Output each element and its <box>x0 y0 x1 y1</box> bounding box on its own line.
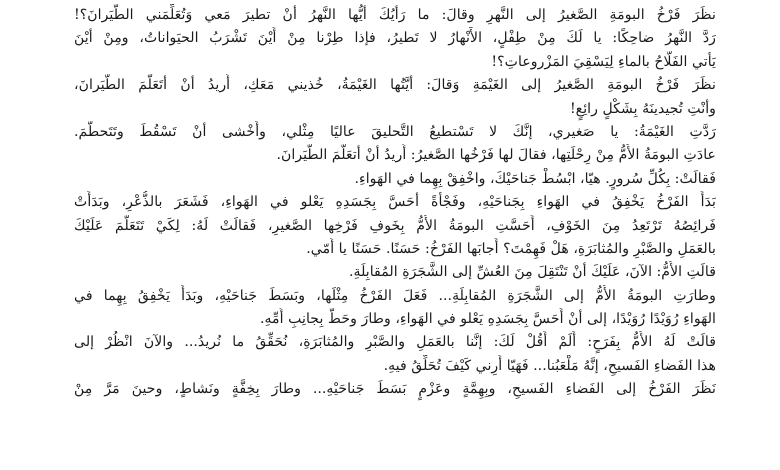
text-line-4: نظَرَ فَرْخُ البومَةِ الصَّغيرُ إلى الغَيْمَةِ وَقالَ: أيَّتُها الغَيْمَةُ، خُذيني مَعَكِ، أُريدُ أنْ أتَعَلَّمَ الطَّيَرانَ، <box>74 77 716 94</box>
text-line-9: بَدَأَ الفَرْخُ يَخْفِقُ في الهَواءِ بِجَناحَيْهِ، وفَجْأَةً أحَسَّ بِجَسَدِهِ يَعْلو في الهَواءِ، فَشَعَرَ بالذُّعْرِ، وبَدَأَتْ <box>74 194 716 211</box>
text-line-7: عادَتِ البومَةُ الأُمُّ مِنْ رِحْلَتِها، فقالَ لها فَرْخُها الصَّغيرُ: أُريدُ أنْ أتعَلَّمَ الطَّيَرانَ. <box>276 147 716 164</box>
story-text <box>74 4 716 402</box>
text-line-17: نَظَرَ الفَرْخُ إلى الفَضاءِ الفَسيحِ، وبِهِمَّةٍ وعَزْمٍ بَسَطَ جَناحَيْهِ... وطارَ بِخِفَّةٍ ونَشاطٍ، وحينَ مَرَّ مِنْ <box>74 381 716 398</box>
text-line-12: قالَتِ الأُمُّ: الآنَ، عَلَيْكَ أنْ تَنْتَقِلَ مِنَ العُشِّ إلى الشَّجَرَةِ المُقابِلَةِ. <box>348 264 716 281</box>
text-line-11: بالعَمَلِ والصَّبْرِ والمُثابَرَةِ، هَلْ فَهِمْتَ؟ أَجابَها الفَرْخُ: حَسَنًا. حَسَنًا يا أُمّي. <box>306 240 716 257</box>
text-line-14: الهَواءِ رُوَيْدًا رُوَيْدًا، إلى أنْ أَحَسَّ بِجَسَدِهِ يَعْلو في الهَواءِ، وطارَ وحَطَّ بِجانِبِ أُمِّهِ. <box>259 311 716 328</box>
text-line-16: هذا الفَضاءِ الفَسيحِ، إنَّهُ مَلْعَبُنا... فَهَيّا أَرِني كَيْفَ تُحَلِّقُ فيهِ. <box>383 357 716 374</box>
text-line-13: وطارَتِ البومَةُ الأُمُّ إلى الشَّجَرَةِ المُقابِلَةِ... فَعَلَ الفَرْخُ مِثْلَها، وبَسَطَ جَناحَيْهِ، وبَدَأَ يَخْفِقُ بِهِما في <box>74 287 716 304</box>
text-line-8: فَقالَتْ: بِكُلِّ سُرورٍ. هيّا، ابْسُطْ جَناحَيْكَ، واخْفِقْ بِهِما في الهَواءِ. <box>354 170 716 187</box>
text-line-15: قالَتْ لَهُ الأُمُّ بِفَرَحٍ: أَلَمْ أَقُلْ لَكَ: إنَّنا بالعَمَلِ والصَّبْرِ والمُثابَرَةِ، نُحَقِّقُ ما نُريدُ... والآنَ انْظُرْ إلى <box>74 334 716 351</box>
text-line-1: نظَرَ فَرْخُ البومَةِ الصَّغيرُ إلى النَّهرِ وقالَ: ما رَأيُكَ أيُّها النَّهرُ أنْ تطيرَ مَعي وَتُعَلِّمَني الطَّيَرانَ؟! <box>74 7 716 23</box>
text-line-3: يَأْتي الفَلّاحُ بالماءِ لِيَسْقِيَ المَزْروعاتِ؟! <box>491 53 716 70</box>
text-line-10: فَرائِصُهُ تَرْتَعِدُ مِنَ الخَوْفِ، أَحَسَّتِ البومَةُ الأُمُّ بِخَوفِ فَرْخِها الصَّغيرِ، فَقالَتْ لَهُ: لِكَيْ تَتَعَلَّمَ عَلَيْكَ <box>74 217 716 234</box>
text-line-6: رَدَّتِ الغَيْمَةُ: يا صَغيري، إنَّكَ لا تَسْتطيعُ التَّحليقَ عاليًا مِثْلي، وأَخْشى أنْ تَسْقُطَ وتَتَحطَّمَ. <box>74 123 716 140</box>
text-line-2: رَدَّ النَّهرُ ضاحِكًا: يا لَكَ مِنْ طِفْلٍ، الأَنْهارُ لا تَطيرُ، فإذا طِرْنا مِنْ أَيْنَ تَشْرَبُ الحيَواناتُ، ومِنْ أيْنَ <box>74 30 716 47</box>
text-line-5: وأنْتِ تُجيدينَهُ بِشَكْلٍ رائِعٍ! <box>569 100 716 117</box>
